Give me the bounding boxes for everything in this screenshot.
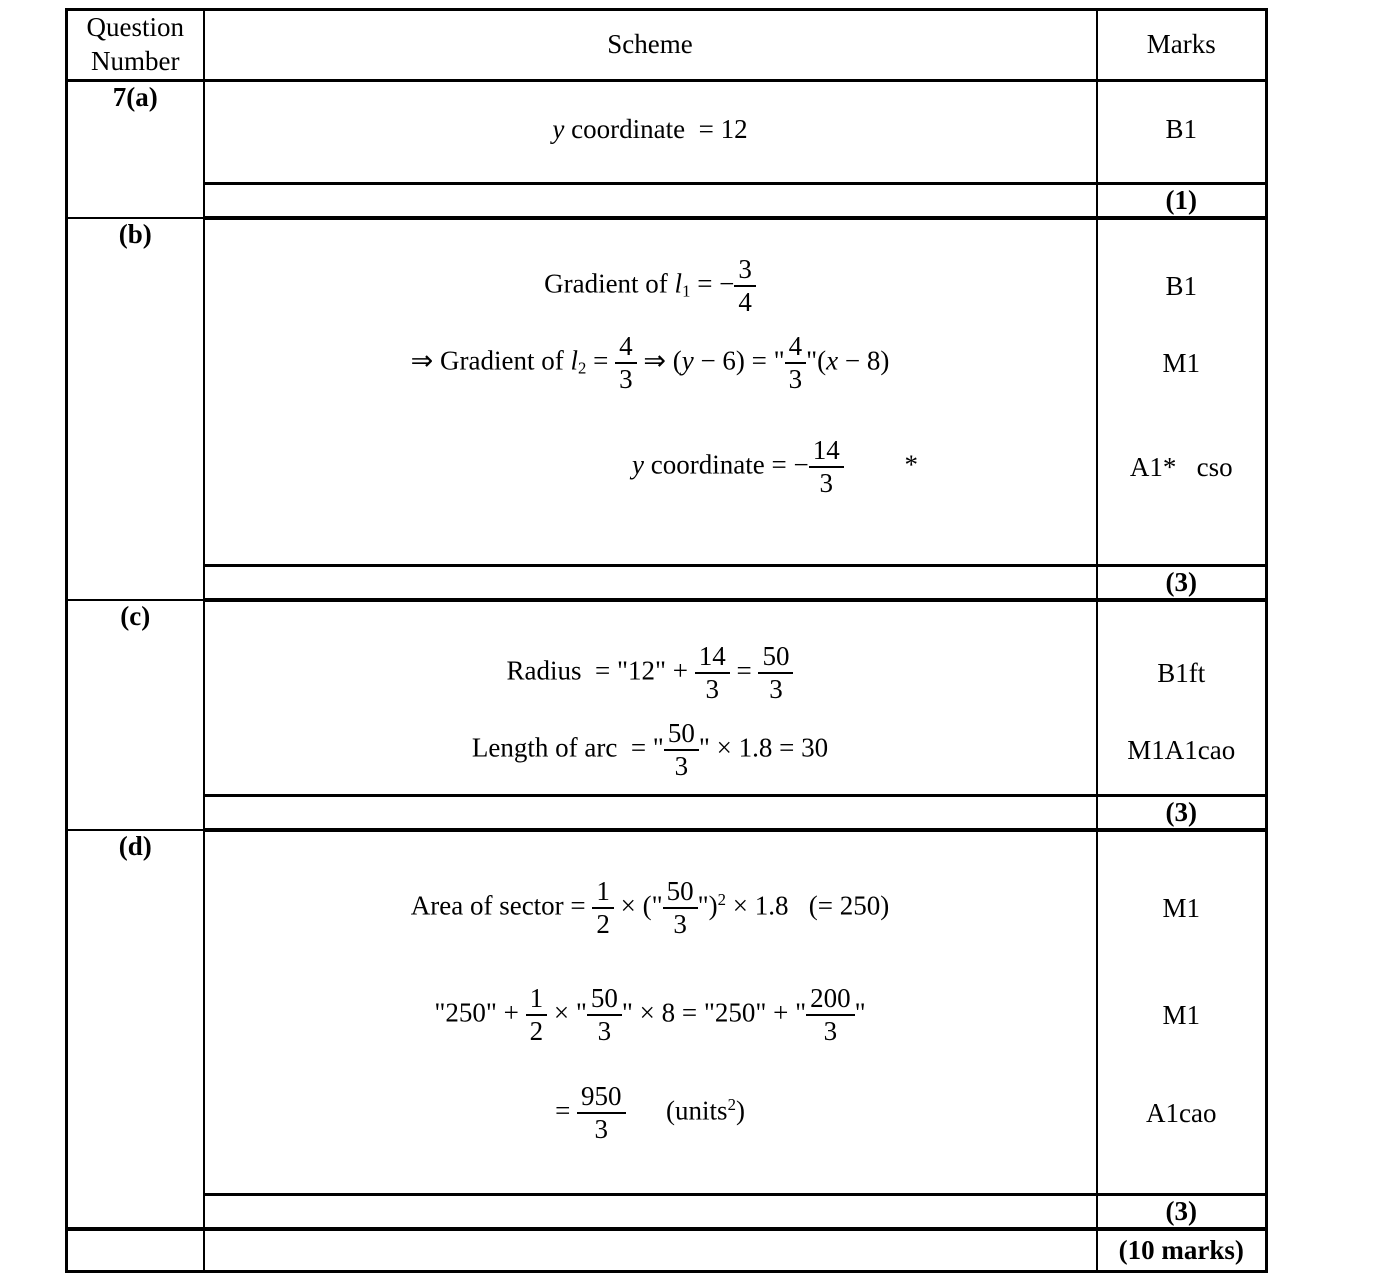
scheme-line [205,832,1096,984]
header-scheme: Scheme [204,10,1097,81]
section-d-content-row [67,830,1267,1194]
scheme-cell-a [204,80,1097,183]
question-number-7a: 7(a) [67,80,204,218]
section-d-subtotal-row [67,1194,1267,1229]
mark-label: B1ft [1157,657,1206,688]
marks-cell-a [1097,80,1267,183]
subtotal-marks-c: (3) [1097,795,1267,830]
mark-label: B1 [1165,114,1197,144]
scheme-formula: Radius = "12" + $\frac{14}{3}$ = $\frac{50}{3}$ [507,642,794,704]
scheme-formula: y coordinate = − $\frac{14}{3}$ * [632,434,918,498]
total-question-cell [67,1229,204,1271]
total-scheme-cell [204,1229,1097,1271]
scheme-line [205,984,1096,1046]
scheme-cell-b [204,218,1097,565]
scheme-line [205,717,1096,781]
scheme-formula: Area of sector = $\frac{1}{2}$ × (" $\frac{50}{3}$ ")$^2$ × 1.8 (= 250) [410,875,890,939]
scheme-line [205,330,1096,394]
mark-label: A1cao [1146,1097,1217,1128]
mark-label: M1 [1162,347,1200,378]
subtotal-marks-a: (1) [1097,183,1267,218]
section-c-content-row [67,600,1267,795]
total-row [67,1229,1267,1271]
mark-label: B1 [1165,270,1197,301]
scheme-cell-c [204,600,1097,795]
mark-label: A1* cso [1129,451,1233,482]
mark-line [1098,82,1266,178]
mark-label: M1 [1162,892,1200,923]
section-b-content-row [67,218,1267,565]
mark-line [1098,984,1266,1046]
mark-line [1098,1046,1266,1180]
scheme-formula: Length of arc = " $\frac{50}{3}$ " × 1.8 = 30 [471,717,829,781]
subtotal-marks-b: (3) [1097,565,1267,600]
section-b-subtotal-row [67,565,1267,600]
mark-line [1098,734,1266,765]
question-number-c: (c) [67,600,204,830]
section-c-subtotal-row [67,795,1267,830]
subtotal-scheme-cell-d [204,1194,1097,1229]
scheme-line [205,1046,1096,1180]
scheme-formula: ⇒ Gradient of $l_2$ = $\frac{4}{3}$ ⇒ (y − 6) = " $\frac{4}{3}$ "(x − 8) [410,330,890,394]
section-a-subtotal-row [67,183,1267,218]
mark-line [1098,832,1266,984]
question-number-d: (d) [67,830,204,1229]
mark-line [1098,347,1266,378]
scheme-cell-d [204,830,1097,1194]
scheme-formula: y coordinate = 12 [552,114,748,144]
scheme-formula: = $\frac{950}{3}$ (units$^2$) [555,1080,745,1144]
mark-label: M1A1cao [1127,734,1236,765]
subtotal-marks-d: (3) [1097,1194,1267,1229]
header-question-number: Question Number [67,10,204,81]
mark-line [1098,220,1266,352]
subtotal-scheme-cell-b [204,565,1097,600]
document-page [0,8,1392,1288]
total-marks: (10 marks) [1097,1229,1267,1271]
subtotal-scheme-cell-a [204,183,1097,218]
marks-cell-c [1097,600,1267,795]
mark-line [1098,602,1266,744]
section-a-content-row [67,80,1267,183]
subtotal-scheme-cell-c [204,795,1097,830]
scheme-formula: "250" + $\frac{1}{2}$ × " $\frac{50}{3}$ " × 8 = "250" + " $\frac{200}{3}$ " [434,982,866,1046]
mark-label: M1 [1162,999,1200,1030]
table-header-row [67,10,1267,81]
question-number-b: (b) [67,218,204,600]
marks-cell-d [1097,830,1267,1194]
scheme-line [205,82,1096,178]
scheme-line [205,374,1096,560]
header-marks: Marks [1097,10,1267,81]
mark-line [1098,374,1266,560]
mark-scheme-table [65,8,1268,1273]
scheme-formula: Gradient of $l_1$ = − $\frac{3}{4}$ [544,255,756,317]
marks-cell-b [1097,218,1267,565]
